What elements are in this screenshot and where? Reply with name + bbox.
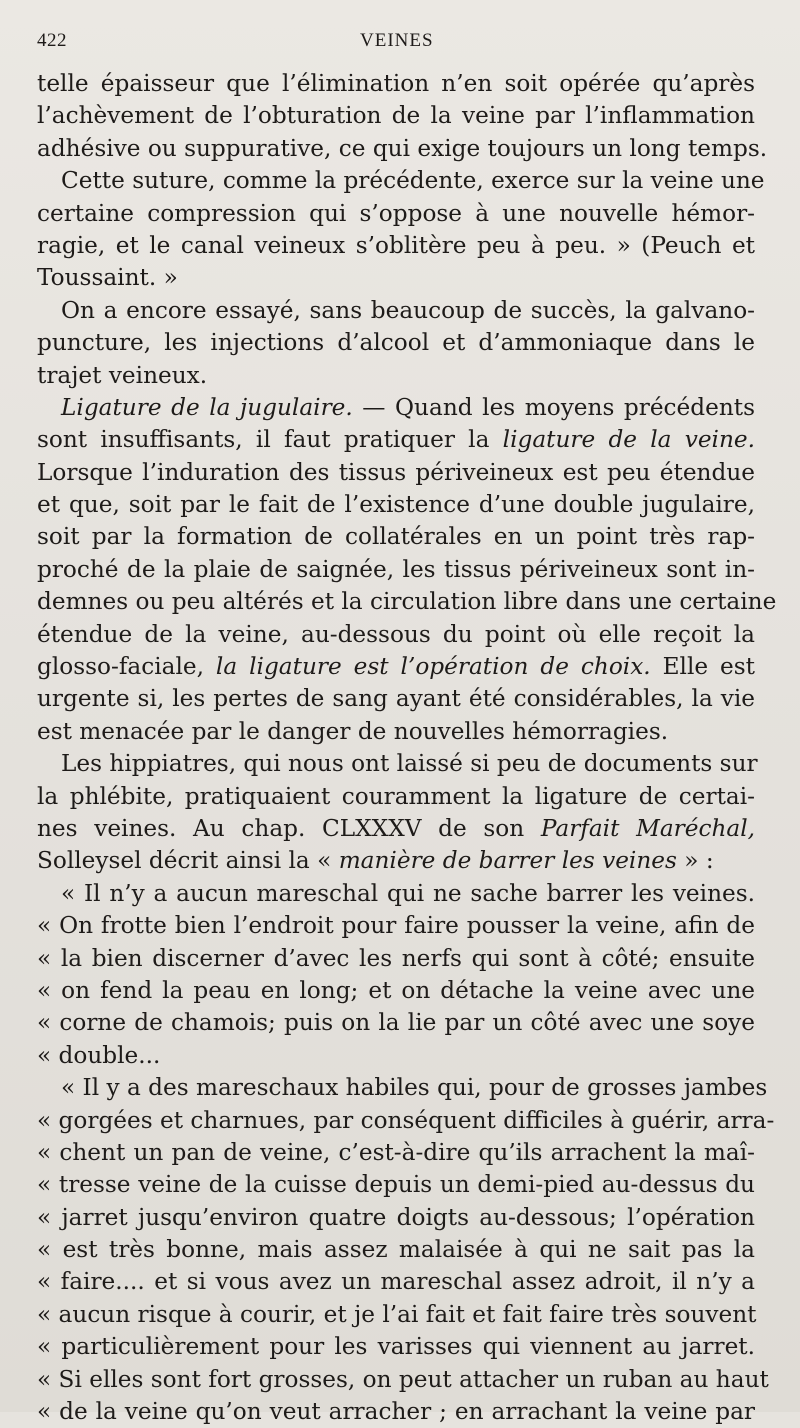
line-text: « aucun risque à courir, et je l’ai fait et fait faire très souvent — [37, 1300, 757, 1328]
line-text: « tresse veine de la cuisse depuis un demi-pied au-dessus du — [37, 1171, 755, 1199]
line-text: soit par la formation de collatérales en un point très rap- — [37, 523, 755, 551]
body-text — [37, 68, 777, 1428]
text-line — [37, 619, 755, 651]
line-text: étendue de la veine, au-dessous du point où elle reçoit la — [37, 620, 755, 648]
line-text: la phlébite, pratiquaient couramment la ligature de certai- — [37, 782, 755, 810]
line-text: « Il y a des mareschaux habiles qui, pour de grosses jambes — [61, 1074, 768, 1102]
line-text: « double... — [37, 1041, 161, 1069]
line-text: « On frotte bien l’endroit pour faire pousser la veine, afin de — [37, 912, 755, 940]
text-line — [37, 230, 755, 262]
line-text: Cette suture, comme la précédente, exerce sur la veine une — [61, 167, 765, 195]
line-text: Les hippiatres, qui nous ont laissé si peu de documents sur — [61, 750, 758, 778]
line-text: ragie, et le canal veineux s’oblitère peu à peu. » (Peuch et — [37, 231, 755, 259]
line-text: et que, soit par le fait de l’existence d’une double jugulaire, — [37, 491, 755, 519]
text-line — [37, 554, 755, 586]
text-line — [37, 845, 755, 877]
line-text: On a encore essayé, sans beaucoup de succès, la galvano- — [61, 296, 755, 324]
italic-text: la ligature est l’opération de choix. — [215, 653, 651, 681]
text-line — [37, 748, 758, 780]
line-text: « corne de chamois; puis on la lie par un côté avec une soye — [37, 1009, 755, 1037]
text-line — [37, 424, 755, 456]
line-text: « chent un pan de veine, c’est-à-dire qu’ils arrachent la maî- — [37, 1138, 755, 1166]
text-line — [37, 392, 755, 424]
text-line — [37, 360, 755, 392]
text-line — [37, 1396, 755, 1428]
line-text: » : — [676, 847, 714, 875]
text-line — [37, 521, 755, 553]
text-line — [37, 975, 755, 1007]
text-line — [37, 878, 755, 910]
text-line — [37, 262, 755, 294]
text-line — [37, 1040, 755, 1072]
line-text: — Quand les moyens précédents — [352, 393, 755, 421]
line-text: « jarret jusqu’environ quatre doigts au-dessous; l’opération — [37, 1203, 755, 1231]
italic-text: ligature de la veine. — [502, 426, 755, 454]
text-line — [37, 1105, 775, 1137]
text-line — [37, 1072, 768, 1104]
line-text: puncture, les injections d’alcool et d’ammoniaque dans le — [37, 329, 755, 357]
text-line — [37, 1266, 755, 1298]
line-text: « gorgées et charnues, par conséquent difficiles à guérir, arra- — [37, 1106, 775, 1134]
line-text: « particulièrement pour les varisses qui viennent au jarret. — [37, 1333, 755, 1361]
text-line — [37, 1331, 755, 1363]
line-text: telle épaisseur que l’élimination n’en soit opérée qu’après — [37, 70, 755, 97]
line-text: nes veines. Au chap. CLXXXV de son — [37, 814, 541, 842]
line-text: « on fend la peau en long; et on détache la veine avec une — [37, 976, 755, 1004]
text-line — [37, 327, 755, 359]
line-text: « faire.... et si vous avez un mareschal assez adroit, il n’y a — [37, 1268, 755, 1296]
line-text: certaine compression qui s’oppose à une nouvelle hémor- — [37, 199, 755, 227]
page-number: 422 — [37, 30, 67, 51]
text-line — [37, 586, 777, 618]
line-text: trajet veineux. — [37, 361, 208, 389]
line-text: Solleysel décrit ainsi la « — [37, 847, 339, 875]
line-text: « Il n’y a aucun mareschal qui ne sache barrer les veines. — [61, 879, 755, 907]
line-text: Elle est — [650, 653, 755, 681]
line-text: « de la veine qu’on veut arracher ; en arrachant la veine par — [37, 1398, 755, 1426]
line-text: urgente si, les pertes de sang ayant été considérables, la vie — [37, 685, 755, 713]
text-line — [37, 1007, 755, 1039]
text-line — [37, 1234, 755, 1266]
line-text: demnes ou peu altérés et la circulation libre dans une certaine — [37, 588, 777, 616]
line-text: glosso-faciale, — [37, 653, 216, 681]
text-line — [37, 68, 755, 100]
text-line — [37, 198, 755, 230]
text-line — [37, 457, 755, 489]
text-line — [37, 716, 755, 748]
text-line — [37, 1169, 755, 1201]
italic-text: Ligature de la jugulaire. — [61, 393, 353, 421]
italic-text: Parfait Maréchal, — [540, 814, 755, 842]
line-text: sont insuffisants, il faut pratiquer la — [37, 426, 503, 454]
text-line — [37, 100, 755, 132]
line-text: Toussaint. » — [37, 264, 178, 292]
line-text: Lorsque l’induration des tissus périveineux est peu étendue — [37, 458, 755, 486]
line-text: « Si elles sont fort grosses, on peut attacher un ruban au haut — [37, 1365, 769, 1393]
line-text: est menacée par le danger de nouvelles hémorragies. — [37, 717, 669, 745]
text-line — [37, 781, 755, 813]
text-line — [37, 683, 755, 715]
text-line — [37, 910, 755, 942]
italic-text: manière de barrer les veines — [338, 847, 677, 875]
text-line — [37, 813, 755, 845]
text-line — [37, 1202, 755, 1234]
line-text: proché de la plaie de saignée, les tissus périveineux sont in- — [37, 555, 755, 583]
text-line — [37, 295, 755, 327]
line-text: « est très bonne, mais assez malaisée à qui ne sait pas la — [37, 1236, 755, 1264]
text-line — [37, 1364, 769, 1396]
text-line — [37, 1299, 755, 1331]
text-line — [37, 165, 765, 197]
line-text: l’achèvement de l’obturation de la veine par l’inflammation — [37, 102, 755, 130]
text-line — [37, 943, 755, 975]
text-line — [37, 133, 768, 165]
running-title: VEINES — [360, 30, 434, 51]
line-text: adhésive ou suppurative, ce qui exige toujours un long temps. — [37, 134, 768, 162]
text-line — [37, 489, 755, 521]
line-text: « la bien discerner d’avec les nerfs qui sont à côté; ensuite — [37, 944, 755, 972]
running-head — [37, 30, 755, 68]
text-line — [37, 1137, 755, 1169]
text-line — [37, 651, 755, 683]
